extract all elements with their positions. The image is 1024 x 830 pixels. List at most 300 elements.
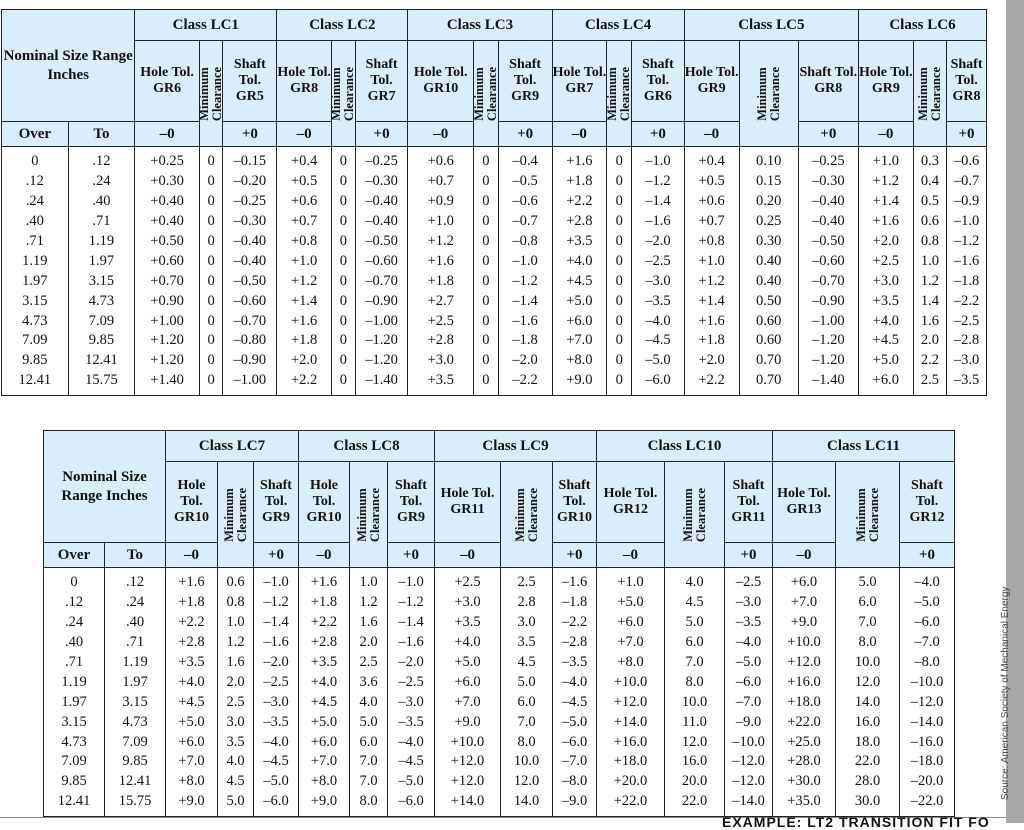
size-to-cell: .24 <box>105 593 166 613</box>
hole-tol-cell: +1.4 <box>684 291 739 311</box>
min-clearance-cell: 0 <box>332 251 356 271</box>
table-row <box>44 568 955 593</box>
hole-tol-cell: +1.20 <box>135 331 200 351</box>
min-clearance-cell: 0 <box>607 291 632 311</box>
hole-tol-cell: +1.0 <box>277 251 332 271</box>
hole-tol-cell: +1.6 <box>408 251 474 271</box>
size-to-cell: .71 <box>68 212 135 232</box>
class-lc5-shaft-tol-header <box>798 41 858 122</box>
min-clearance-cell: 1.6 <box>350 613 388 633</box>
shaft-tol-cell: –1.0 <box>632 147 685 172</box>
hole-tol-cell: +5.0 <box>552 291 607 311</box>
size-over-cell: 3.15 <box>44 712 105 732</box>
shaft-tol-cell: –4.0 <box>632 311 685 331</box>
table-row <box>2 271 987 291</box>
hole-tol-label: Hole Tol. <box>777 486 831 501</box>
hole-tol-cell: +35.0 <box>773 792 836 816</box>
class-lc11-hole-sign: –0 <box>773 543 836 568</box>
shaft-tol-label: Shaft Tol. <box>260 478 292 509</box>
shaft-tol-cell: –0.60 <box>223 291 277 311</box>
size-to-cell: 1.97 <box>105 672 166 692</box>
shaft-tol-label: Shaft Tol. <box>911 478 943 509</box>
min-clearance-cell: 0.50 <box>739 291 798 311</box>
shaft-tol-cell: –1.0 <box>947 212 987 232</box>
hole-tol-label: Hole Tol. <box>440 486 495 501</box>
hole-tol-cell: +0.4 <box>684 147 739 172</box>
shaft-tol-cell: –9.0 <box>553 792 597 816</box>
hole-tol-cell: +0.30 <box>135 172 200 192</box>
min-clearance-cell: 0 <box>607 147 632 172</box>
hole-tol-cell: +0.90 <box>135 291 200 311</box>
class-lc5-hole-sign: –0 <box>684 122 739 147</box>
min-clearance-cell: 0 <box>607 271 632 291</box>
min-clearance-cell: 1.4 <box>913 291 946 311</box>
min-clearance-cell: 0 <box>199 291 223 311</box>
min-clearance-cell: 0 <box>474 147 499 172</box>
min-clearance-cell: 5.0 <box>665 613 725 633</box>
hole-tol-cell: +2.2 <box>277 371 332 395</box>
hole-tol-cell: +0.40 <box>135 192 200 212</box>
hole-grade-label: GR8 <box>290 81 319 96</box>
shaft-tol-label: Shaft Tol. <box>395 478 427 509</box>
size-over-cell: .12 <box>44 593 105 613</box>
shaft-tol-label: Shaft Tol. <box>799 65 858 80</box>
shaft-tol-cell: –0.30 <box>798 172 858 192</box>
min-clearance-cell: 0 <box>199 371 223 395</box>
min-clearance-label: Minimum Clearance <box>329 66 357 121</box>
shaft-tol-cell: –0.4 <box>498 147 552 172</box>
hole-tol-cell: +2.8 <box>166 633 218 653</box>
min-clearance-cell: 3.6 <box>350 672 388 692</box>
shaft-tol-cell: –1.20 <box>798 331 858 351</box>
min-clearance-cell: 0 <box>607 331 632 351</box>
hole-grade-label: GR9 <box>871 81 900 96</box>
shaft-tol-cell: –1.0 <box>254 568 299 593</box>
class-lc8-min-clearance-header <box>350 462 388 568</box>
min-clearance-cell: 0.6 <box>218 568 254 593</box>
hole-tol-cell: +18.0 <box>597 752 665 772</box>
min-clearance-label: Minimum Clearance <box>471 66 499 121</box>
min-clearance-cell: 0.10 <box>739 147 798 172</box>
min-clearance-cell: 12.0 <box>501 772 553 792</box>
min-clearance-cell: 0 <box>199 147 223 172</box>
hole-tol-cell: +0.40 <box>135 212 200 232</box>
size-over-cell: 4.73 <box>2 311 69 331</box>
size-over-cell: 1.19 <box>44 672 105 692</box>
class-lc11-hole-tol-header <box>773 462 836 543</box>
hole-tol-label: Hole Tol. <box>684 65 739 80</box>
hole-tol-cell: +1.8 <box>552 172 607 192</box>
shaft-tol-cell: –2.2 <box>947 291 987 311</box>
hole-tol-label: Hole Tol. <box>552 65 607 80</box>
class-lc4-hole-tol-header <box>552 41 607 122</box>
to-header: To <box>105 543 166 568</box>
shaft-tol-cell: –4.0 <box>254 732 299 752</box>
shaft-tol-cell: –3.5 <box>388 712 435 732</box>
hole-tol-cell: +12.0 <box>597 692 665 712</box>
shaft-grade-label: GR5 <box>235 89 264 104</box>
shaft-tol-cell: –8.0 <box>553 772 597 792</box>
min-clearance-cell: 7.0 <box>350 752 388 772</box>
class-lc4-header: Class LC4 <box>552 10 684 41</box>
hole-tol-cell: +12.0 <box>773 653 836 673</box>
min-clearance-label: Minimum Clearance <box>354 487 382 542</box>
shaft-tol-cell: –0.40 <box>798 212 858 232</box>
shaft-tol-cell: –4.0 <box>900 568 955 593</box>
min-clearance-cell: 0 <box>332 212 356 232</box>
hole-tol-cell: +9.0 <box>773 613 836 633</box>
shaft-tol-cell: –1.2 <box>388 593 435 613</box>
min-clearance-cell: 10.0 <box>665 692 725 712</box>
shaft-tol-cell: –1.6 <box>254 633 299 653</box>
shaft-tol-cell: –0.70 <box>798 271 858 291</box>
size-over-cell: 3.15 <box>2 291 69 311</box>
shaft-tol-cell: –0.80 <box>223 331 277 351</box>
min-clearance-cell: 0 <box>332 271 356 291</box>
hole-tol-cell: +1.2 <box>858 172 913 192</box>
class-lc4-shaft-sign: +0 <box>632 122 685 147</box>
shaft-tol-cell: –1.6 <box>947 251 987 271</box>
hole-tol-label: Hole Tol. <box>177 478 206 509</box>
hole-tol-cell: +5.0 <box>597 593 665 613</box>
min-clearance-label: Minimum Clearance <box>605 66 633 121</box>
table-row <box>44 613 955 633</box>
min-clearance-cell: 22.0 <box>836 752 900 772</box>
shaft-tol-cell: –6.0 <box>900 613 955 633</box>
class-lc10-header: Class LC10 <box>597 431 773 462</box>
shaft-tol-cell: –1.20 <box>798 351 858 371</box>
hole-tol-cell: +4.0 <box>166 672 218 692</box>
class-lc7-header: Class LC7 <box>166 431 299 462</box>
min-clearance-cell: 0 <box>474 311 499 331</box>
min-clearance-cell: 1.2 <box>913 271 946 291</box>
min-clearance-cell: 22.0 <box>665 792 725 816</box>
class-lc7-shaft-tol-header <box>254 462 299 543</box>
min-clearance-cell: 0.8 <box>218 593 254 613</box>
hole-tol-cell: +4.5 <box>299 692 350 712</box>
shaft-tol-cell: –22.0 <box>900 792 955 816</box>
hole-tol-cell: +7.0 <box>773 593 836 613</box>
shaft-tol-cell: –3.0 <box>947 351 987 371</box>
hole-tol-cell: +2.8 <box>408 331 474 351</box>
min-clearance-cell: 0 <box>199 331 223 351</box>
min-clearance-cell: 0 <box>607 351 632 371</box>
over-header: Over <box>2 122 69 147</box>
min-clearance-cell: 0.70 <box>739 351 798 371</box>
size-over-cell: .12 <box>2 172 69 192</box>
hole-tol-cell: +5.0 <box>858 351 913 371</box>
min-clearance-label: Minimum Clearance <box>915 66 943 121</box>
hole-tol-cell: +5.0 <box>166 712 218 732</box>
class-lc1-shaft-tol-header <box>223 41 277 122</box>
shaft-tol-cell: –6.0 <box>632 371 685 395</box>
min-clearance-cell: 7.0 <box>501 712 553 732</box>
shaft-tol-cell: –0.9 <box>947 192 987 212</box>
shaft-tol-cell: –3.0 <box>388 692 435 712</box>
min-clearance-cell: 0 <box>332 291 356 311</box>
table-row <box>2 291 987 311</box>
shaft-tol-cell: –0.40 <box>798 192 858 212</box>
min-clearance-cell: 0 <box>332 192 356 212</box>
hole-tol-cell: +9.0 <box>435 712 501 732</box>
table-body <box>2 147 987 396</box>
min-clearance-cell: 0.70 <box>739 371 798 395</box>
shaft-tol-cell: –2.8 <box>947 331 987 351</box>
table-row <box>2 351 987 371</box>
over-header: Over <box>44 543 105 568</box>
min-clearance-cell: 3.5 <box>218 732 254 752</box>
class-lc1-header: Class LC1 <box>135 10 277 41</box>
hole-tol-cell: +10.0 <box>435 732 501 752</box>
hole-grade-label: GR10 <box>423 81 459 96</box>
size-to-cell: .71 <box>105 633 166 653</box>
hole-tol-cell: +0.7 <box>277 212 332 232</box>
table-row <box>2 311 987 331</box>
shaft-tol-cell: –4.0 <box>553 672 597 692</box>
min-clearance-cell: 16.0 <box>665 752 725 772</box>
shaft-tol-label: Shaft Tol. <box>233 57 266 88</box>
shaft-tol-cell: –3.5 <box>553 653 597 673</box>
shaft-tol-cell: –4.5 <box>553 692 597 712</box>
shaft-tol-cell: –1.8 <box>947 271 987 291</box>
min-clearance-cell: 1.0 <box>218 613 254 633</box>
class-lc3-min-clearance-header <box>471 41 499 147</box>
size-to-cell: 7.09 <box>105 732 166 752</box>
class-lc9-hole-sign: –0 <box>435 543 501 568</box>
hole-tol-cell: +4.5 <box>166 692 218 712</box>
hole-tol-cell: +0.7 <box>684 212 739 232</box>
shaft-tol-cell: –6.0 <box>725 672 773 692</box>
shaft-tol-cell: –0.8 <box>498 232 552 252</box>
table-row <box>2 212 987 232</box>
table-row <box>2 192 987 212</box>
min-clearance-cell: 1.2 <box>218 633 254 653</box>
shaft-tol-cell: –1.4 <box>254 613 299 633</box>
hole-tol-cell: +1.0 <box>684 251 739 271</box>
hole-tol-cell: +1.2 <box>684 271 739 291</box>
hole-tol-label: Hole Tol. <box>310 478 338 509</box>
size-to-cell: .12 <box>68 147 135 172</box>
min-clearance-cell: 6.0 <box>350 732 388 752</box>
min-clearance-cell: 8.0 <box>350 792 388 816</box>
shaft-grade-label: GR9 <box>262 510 290 525</box>
min-clearance-cell: 0.4 <box>913 172 946 192</box>
shaft-tol-cell: –6.0 <box>553 732 597 752</box>
min-clearance-cell: 0 <box>199 311 223 331</box>
class-lc6-shaft-tol-header <box>947 41 987 122</box>
class-lc7-hole-tol-header <box>166 462 218 543</box>
class-lc7-min-clearance-header <box>218 462 254 568</box>
shaft-tol-cell: –1.4 <box>632 192 685 212</box>
table-row <box>44 593 955 613</box>
hole-tol-cell: +0.8 <box>684 232 739 252</box>
hole-tol-cell: +2.7 <box>408 291 474 311</box>
min-clearance-cell: 0.60 <box>739 311 798 331</box>
shaft-tol-cell: –2.0 <box>632 232 685 252</box>
hole-tol-cell: +1.2 <box>408 232 474 252</box>
hole-tol-cell: +1.6 <box>299 568 350 593</box>
hole-tol-cell: +0.25 <box>135 147 200 172</box>
hole-tol-cell: +4.0 <box>858 311 913 331</box>
size-over-cell: .71 <box>2 232 69 252</box>
min-clearance-cell: 0.25 <box>739 212 798 232</box>
shaft-tol-cell: –0.50 <box>223 271 277 291</box>
hole-tol-cell: +12.0 <box>435 772 501 792</box>
shaft-tol-cell: –2.5 <box>388 672 435 692</box>
size-over-cell: 1.97 <box>44 692 105 712</box>
shaft-tol-cell: –1.40 <box>355 371 408 395</box>
size-to-cell: 12.41 <box>105 772 166 792</box>
hole-tol-cell: +1.6 <box>552 147 607 172</box>
min-clearance-cell: 0 <box>474 271 499 291</box>
class-lc7-hole-sign: –0 <box>166 543 218 568</box>
min-clearance-cell: 10.0 <box>501 752 553 772</box>
class-lc2-shaft-tol-header <box>355 41 408 122</box>
min-clearance-cell: 1.0 <box>913 251 946 271</box>
min-clearance-label: Minimum Clearance <box>754 66 782 121</box>
hole-tol-cell: +3.0 <box>858 271 913 291</box>
class-lc4-hole-sign: –0 <box>552 122 607 147</box>
hole-tol-cell: +0.60 <box>135 251 200 271</box>
shaft-tol-cell: –1.20 <box>355 351 408 371</box>
min-clearance-label: Minimum Clearance <box>221 487 249 542</box>
min-clearance-cell: 0 <box>474 351 499 371</box>
min-clearance-cell: 0 <box>474 212 499 232</box>
hole-tol-cell: +1.6 <box>858 212 913 232</box>
hole-tol-cell: +3.0 <box>435 593 501 613</box>
hole-tol-cell: +2.2 <box>299 613 350 633</box>
min-clearance-cell: 20.0 <box>665 772 725 792</box>
shaft-tol-cell: –0.40 <box>355 192 408 212</box>
hole-tol-cell: +4.5 <box>552 271 607 291</box>
hole-grade-label: GR13 <box>786 502 822 517</box>
shaft-tol-cell: –12.0 <box>725 772 773 792</box>
shaft-tol-cell: –0.15 <box>223 147 277 172</box>
class-lc2-header: Class LC2 <box>277 10 408 41</box>
size-to-cell: 4.73 <box>105 712 166 732</box>
min-clearance-label: Minimum Clearance <box>680 487 708 542</box>
table-row <box>2 147 987 172</box>
min-clearance-cell: 0 <box>607 371 632 395</box>
hole-tol-cell: +1.4 <box>277 291 332 311</box>
shaft-tol-cell: –14.0 <box>725 792 773 816</box>
shaft-grade-label: GR12 <box>909 510 945 525</box>
hole-grade-label: GR6 <box>153 81 182 96</box>
size-to-cell: 9.85 <box>105 752 166 772</box>
size-over-cell: .24 <box>2 192 69 212</box>
shaft-tol-cell: –6.0 <box>388 792 435 816</box>
hole-tol-cell: +7.0 <box>166 752 218 772</box>
hole-grade-label: GR12 <box>613 502 648 517</box>
hole-tol-cell: +20.0 <box>597 772 665 792</box>
shaft-tol-label: Shaft Tol. <box>950 57 983 88</box>
hole-tol-cell: +6.0 <box>435 672 501 692</box>
shaft-tol-cell: –0.90 <box>223 351 277 371</box>
min-clearance-cell: 2.5 <box>350 653 388 673</box>
hole-tol-label: Hole Tol. <box>140 65 194 80</box>
size-to-cell: 7.09 <box>68 311 135 331</box>
table-row <box>2 251 987 271</box>
min-clearance-cell: 0.40 <box>739 271 798 291</box>
class-lc3-hole-tol-header <box>408 41 474 122</box>
shaft-tol-cell: –2.0 <box>498 351 552 371</box>
class-lc2-shaft-sign: +0 <box>355 122 408 147</box>
min-clearance-cell: 2.0 <box>350 633 388 653</box>
shaft-tol-cell: –0.60 <box>798 251 858 271</box>
table-row <box>44 792 955 816</box>
hole-tol-cell: +14.0 <box>435 792 501 816</box>
hole-tol-cell: +7.0 <box>597 633 665 653</box>
min-clearance-cell: 28.0 <box>836 772 900 792</box>
min-clearance-cell: 4.5 <box>501 653 553 673</box>
class-lc11-shaft-sign: +0 <box>900 543 955 568</box>
shaft-tol-cell: –0.50 <box>355 232 408 252</box>
shaft-tol-cell: –2.2 <box>553 613 597 633</box>
shaft-grade-label: GR8 <box>814 81 843 96</box>
shaft-tol-cell: –5.0 <box>632 351 685 371</box>
class-lc11-shaft-tol-header <box>900 462 955 543</box>
class-lc9-min-clearance-header <box>501 462 553 568</box>
size-over-cell: 9.85 <box>2 351 69 371</box>
shaft-tol-cell: –18.0 <box>900 752 955 772</box>
table-row <box>44 772 955 792</box>
shaft-tol-cell: –0.70 <box>355 271 408 291</box>
shaft-tol-cell: –0.30 <box>355 172 408 192</box>
min-clearance-cell: 7.0 <box>836 613 900 633</box>
class-lc11-min-clearance-header <box>836 462 900 568</box>
shaft-tol-cell: –12.0 <box>900 692 955 712</box>
table-row <box>44 692 955 712</box>
shaft-tol-cell: –1.2 <box>254 593 299 613</box>
min-clearance-cell: 3.0 <box>501 613 553 633</box>
class-lc1-hole-sign: –0 <box>135 122 200 147</box>
min-clearance-cell: 12.0 <box>836 672 900 692</box>
size-over-cell: 1.19 <box>2 251 69 271</box>
class-lc10-shaft-sign: +0 <box>725 543 773 568</box>
class-lc10-min-clearance-header <box>665 462 725 568</box>
size-to-cell: .40 <box>105 613 166 633</box>
class-lc2-hole-tol-header <box>277 41 332 122</box>
class-lc8-hole-tol-header <box>299 462 350 543</box>
min-clearance-cell: 0 <box>474 371 499 395</box>
shaft-tol-cell: –5.0 <box>900 593 955 613</box>
size-over-cell: 12.41 <box>44 792 105 816</box>
class-lc9-shaft-tol-header <box>553 462 597 543</box>
min-clearance-label: Minimum Clearance <box>853 487 881 542</box>
hole-tol-cell: +0.7 <box>408 172 474 192</box>
shaft-tol-cell: –1.00 <box>223 371 277 395</box>
hole-tol-cell: +12.0 <box>435 752 501 772</box>
size-over-cell: .71 <box>44 653 105 673</box>
table-row <box>2 371 987 395</box>
hole-tol-cell: +3.5 <box>299 653 350 673</box>
example-caption: EXAMPLE: LT2 TRANSITION FIT FO <box>722 814 990 830</box>
hole-tol-cell: +2.8 <box>552 212 607 232</box>
shaft-tol-cell: –1.4 <box>388 613 435 633</box>
hole-tol-cell: +16.0 <box>773 672 836 692</box>
min-clearance-cell: 0 <box>199 351 223 371</box>
hole-grade-label: GR9 <box>697 81 726 96</box>
min-clearance-cell: 7.0 <box>665 653 725 673</box>
hole-tol-cell: +0.70 <box>135 271 200 291</box>
shaft-tol-label: Shaft Tol. <box>365 57 398 88</box>
min-clearance-cell: 14.0 <box>501 792 553 816</box>
min-clearance-cell: 0 <box>607 311 632 331</box>
min-clearance-cell: 8.0 <box>836 633 900 653</box>
shaft-tol-cell: –4.5 <box>632 331 685 351</box>
hole-tol-cell: +1.4 <box>858 192 913 212</box>
shaft-tol-cell: –2.0 <box>388 653 435 673</box>
